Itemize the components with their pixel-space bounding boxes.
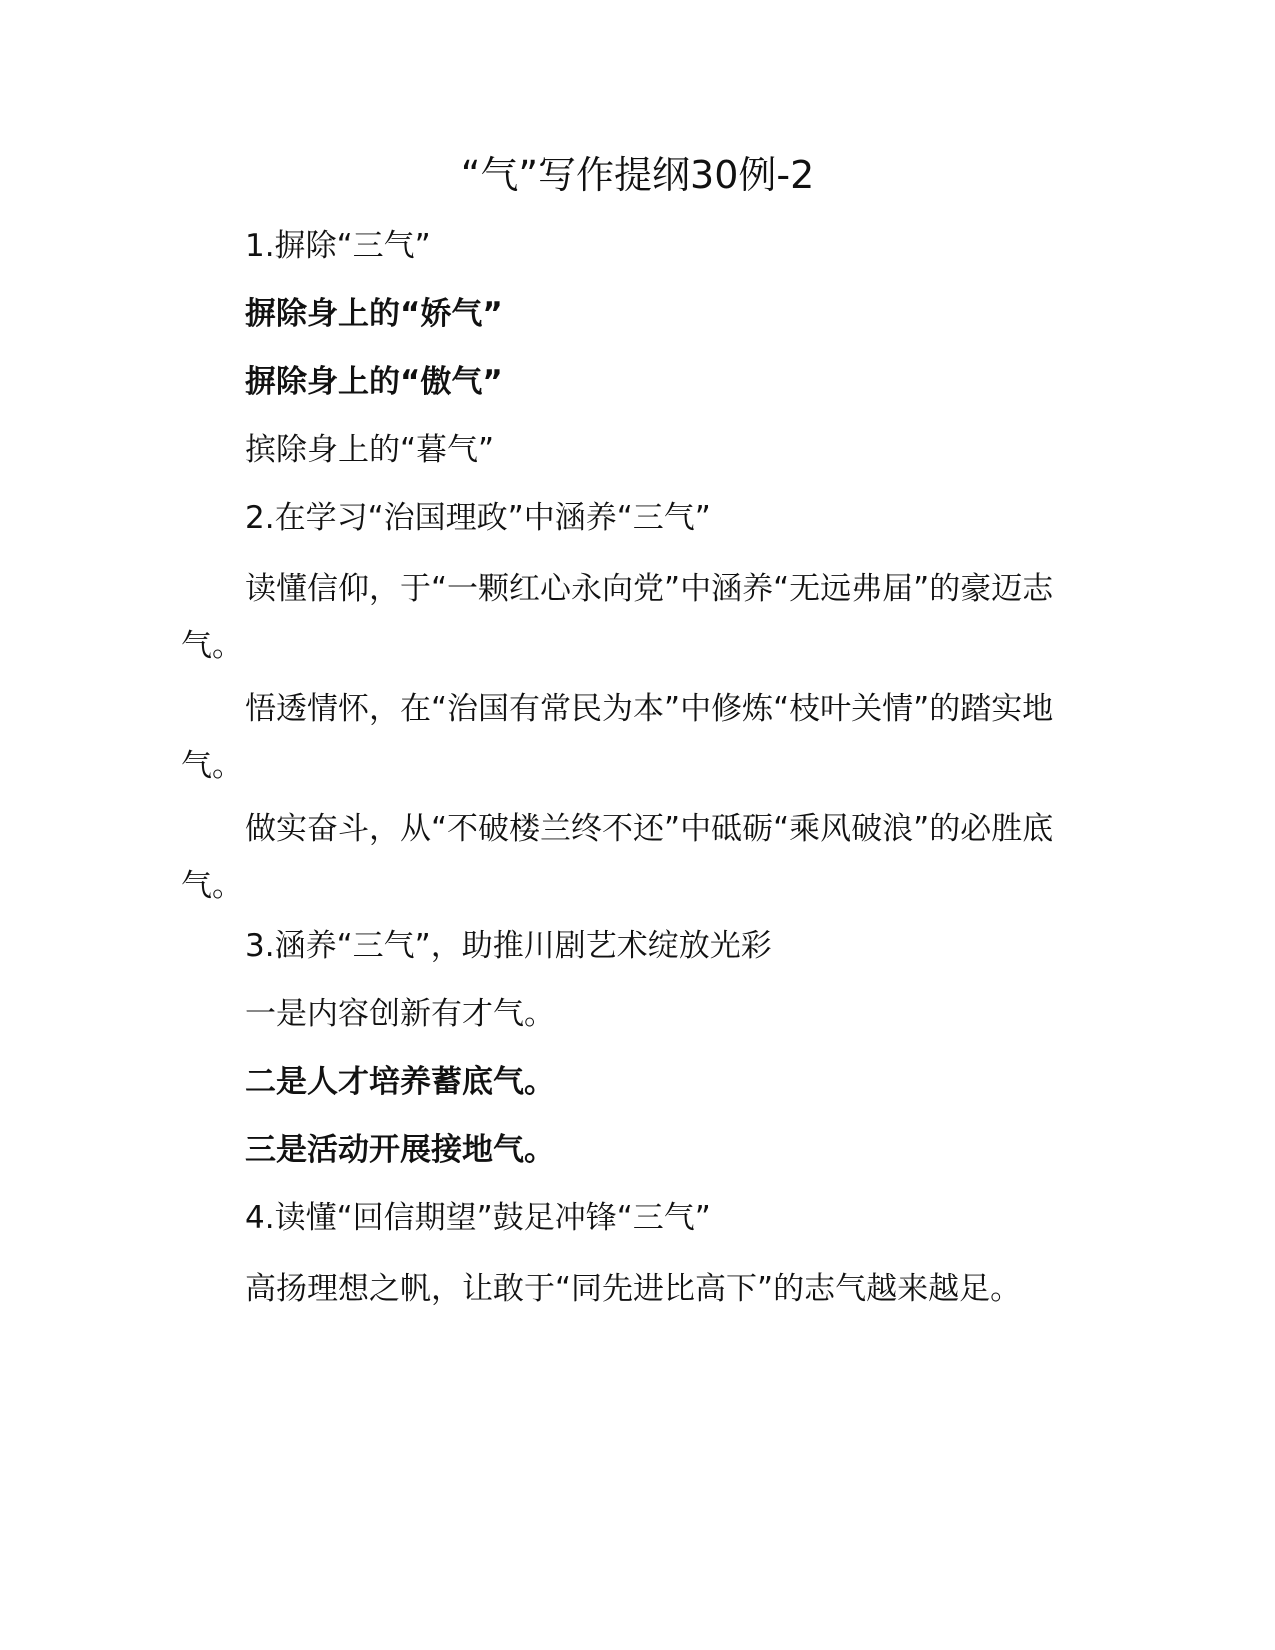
paragraph-item: 读懂信仰，于“一颗红心永向党”中涵养“无远弗届”的豪迈志气。 — [181, 571, 1054, 664]
heading-1: 1.摒除“三气” — [245, 228, 431, 264]
paragraph-item: 三是活动开展接地气。 — [245, 1132, 555, 1168]
paragraph-item: 二是人才培养蓄底气。 — [245, 1064, 555, 1100]
heading-3: 3.涵养“三气”，助推川剧艺术绽放光彩 — [245, 928, 772, 964]
paragraph-item: 摒除身上的“傲气” — [245, 364, 503, 400]
paragraph-item: 摈除身上的“暮气” — [245, 432, 495, 468]
document-title: “气”写作提纲30例-2 — [460, 153, 815, 197]
heading-4: 4.读懂“回信期望”鼓足冲锋“三气” — [245, 1200, 711, 1236]
heading-2: 2.在学习“治国理政”中涵养“三气” — [245, 500, 711, 536]
paragraph-item: 做实奋斗，从“不破楼兰终不还”中砥砺“乘风破浪”的必胜底气。 — [181, 811, 1054, 904]
paragraph-item: 一是内容创新有才气。 — [245, 996, 555, 1032]
document-body — [181, 221, 1081, 1324]
paragraph-item: 高扬理想之帆，让敢于“同先进比高下”的志气越来越足。 — [245, 1271, 1022, 1307]
paragraph-item: 摒除身上的“娇气” — [245, 296, 503, 332]
paragraph-item: 悟透情怀，在“治国有常民为本”中修炼“枝叶关情”的踏实地气。 — [181, 691, 1054, 784]
